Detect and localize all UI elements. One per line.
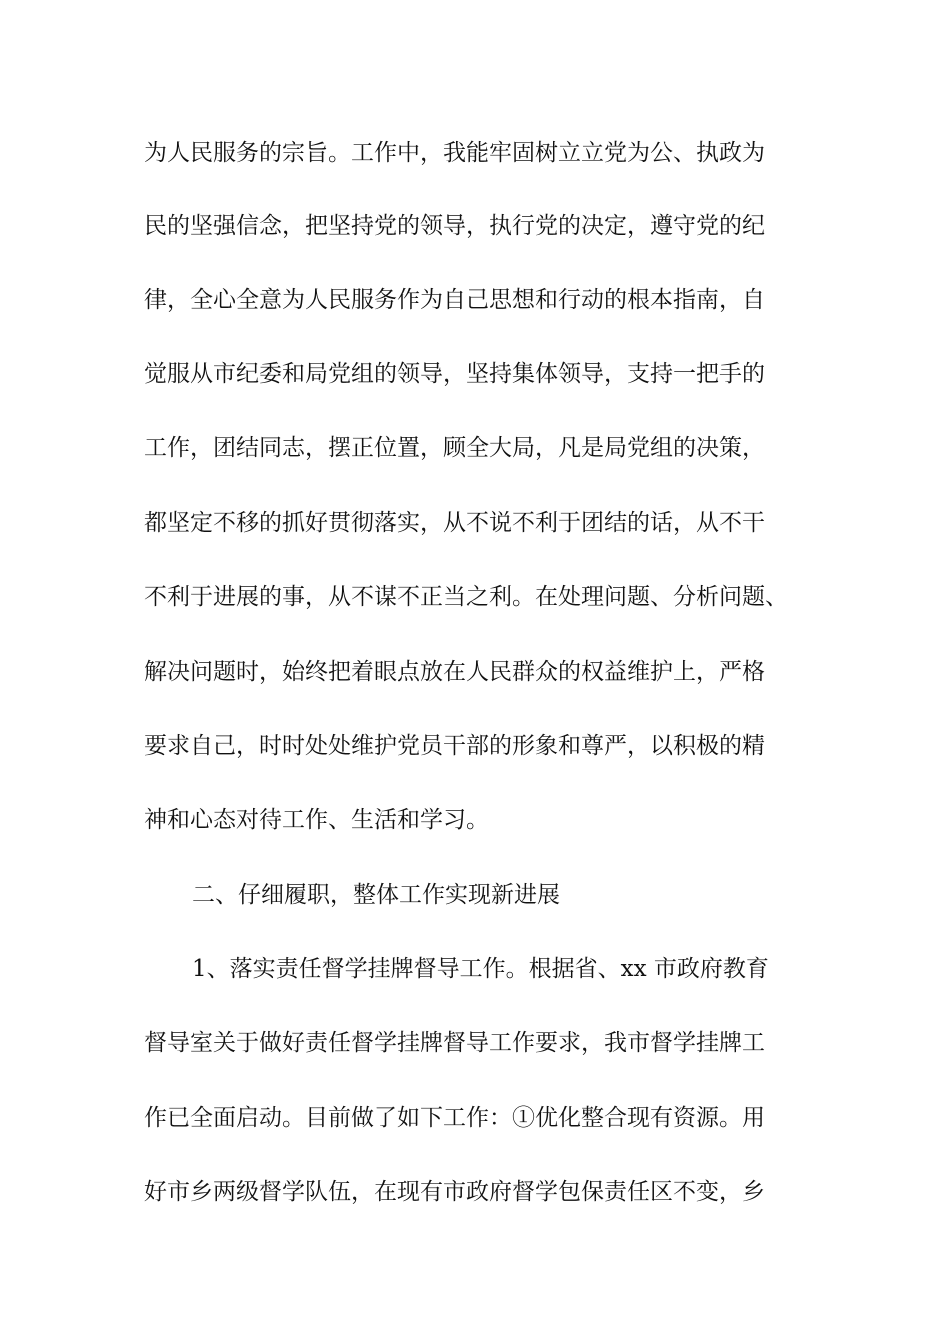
text-line: 民的坚强信念，把坚持党的领导，执行党的决定，遵守党的纪: [144, 213, 765, 239]
text-line: 督导室关于做好责任督学挂牌督导工作要求，我市督学挂牌工: [144, 1030, 765, 1056]
text-line: 工作，团结同志，摆正位置，顾全大局，凡是局党组的决策，: [144, 435, 765, 461]
text-line: 要求自己，时时处处维护党员干部的形象和尊严，以积极的精: [144, 733, 765, 759]
text-line: 为人民服务的宗旨。工作中，我能牢固树立立党为公、执政为: [144, 140, 765, 166]
text-line: 好市乡两级督学队伍，在现有市政府督学包保责任区不变，乡: [144, 1179, 765, 1205]
text-line: 不利于进展的事，从不谋不正当之利。在处理问题、分析问题、: [144, 584, 788, 610]
text-line: 律，全心全意为人民服务作为自己思想和行动的根本指南，自: [144, 287, 765, 313]
section-heading: 二、仔细履职，整体工作实现新进展: [192, 882, 560, 908]
text-line: 都坚定不移的抓好贯彻落实，从不说不利于团结的话，从不干: [144, 510, 765, 536]
text-line: 解决问题时，始终把着眼点放在人民群众的权益维护上，严格: [144, 659, 765, 685]
paragraph-start: 1、落实责任督学挂牌督导工作。根据省、xx 市政府教育: [192, 956, 769, 982]
text-line: 觉服从市纪委和局党组的领导，坚持集体领导，支持一把手的: [144, 361, 765, 387]
text-line: 神和心态对待工作、生活和学习。: [144, 807, 489, 833]
text-line: 作已全面启动。目前做了如下工作：①优化整合现有资源。用: [144, 1105, 765, 1131]
